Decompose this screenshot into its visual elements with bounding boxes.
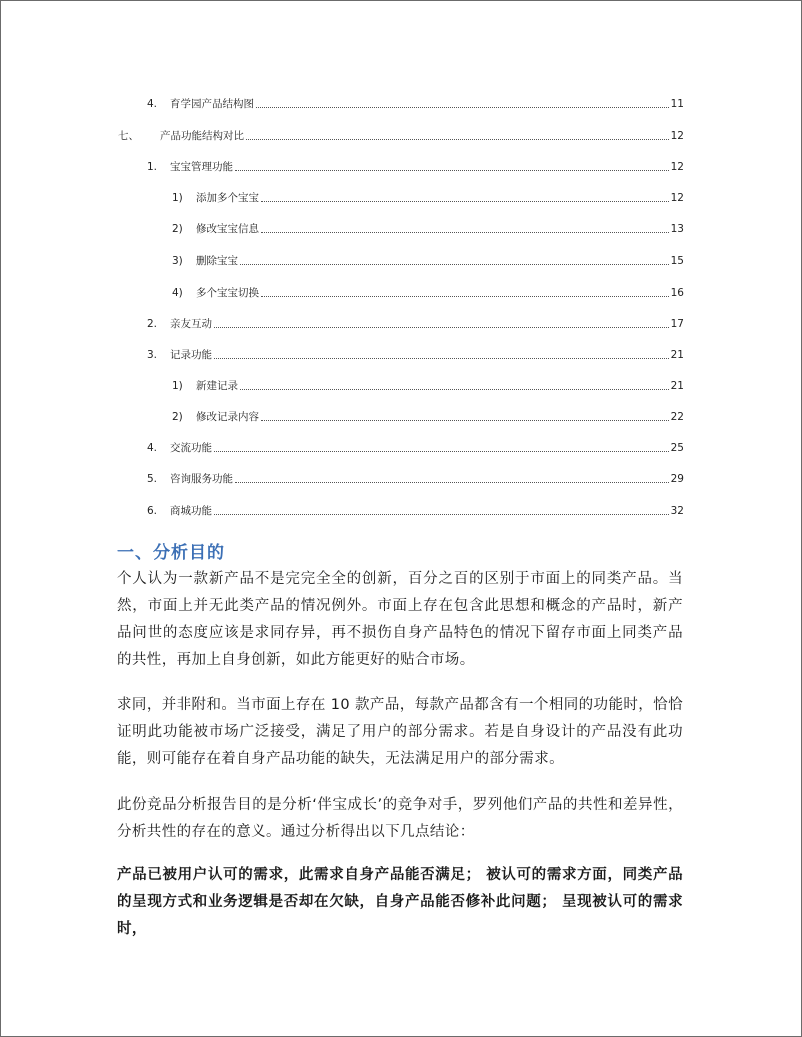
toc-entry-title: 亲友互动 xyxy=(170,318,212,330)
toc-entry-title: 新建记录 xyxy=(196,380,238,392)
toc-entry-title: 修改记录内容 xyxy=(196,411,259,423)
toc-entry-title: 删除宝宝 xyxy=(196,255,238,267)
toc-dot-leader xyxy=(214,357,669,359)
toc-entry-number: 1. xyxy=(147,161,158,173)
paragraph-3: 此份竞品分析报告目的是分析‘伴宝成长’的竞争对手，罗列他们产品的共性和差异性，分析共性的存在的意义。通过分析得出以下几点结论： xyxy=(117,797,683,840)
toc-dot-leader xyxy=(246,138,669,140)
toc-entry-title: 咨询服务功能 xyxy=(170,473,233,485)
toc-entry-title: 添加多个宝宝 xyxy=(196,192,259,204)
toc-entry-number: 5. xyxy=(147,473,158,485)
toc-entry-page: 15 xyxy=(670,255,684,267)
section-heading: 一、分析目的 xyxy=(117,543,225,563)
toc-dot-leader xyxy=(261,419,669,421)
toc-entry[interactable] xyxy=(147,315,684,331)
toc-dot-leader xyxy=(214,513,669,515)
paragraph-conclusion: 产品已被用户认可的需求，此需求自身产品能否满足； 被认可的需求方面，同类产品的呈现方式和业务逻辑是否却在欠缺，自身产品能否修补此问题； 呈现被认可的需求时， xyxy=(117,867,683,937)
toc-entry-title: 育学园产品结构图 xyxy=(170,98,254,110)
toc-entry-title: 记录功能 xyxy=(170,349,212,361)
toc-entry[interactable] xyxy=(147,439,684,455)
toc-entry-page: 11 xyxy=(670,98,684,110)
toc-entry-page: 12 xyxy=(670,192,684,204)
toc-entry-title: 交流功能 xyxy=(170,442,212,454)
toc-entry-number: 3. xyxy=(147,349,158,361)
toc-entry-number: 1) xyxy=(172,192,183,204)
toc-entry[interactable] xyxy=(118,127,684,143)
toc-entry-page: 21 xyxy=(670,380,684,392)
toc-entry-number: 2. xyxy=(147,318,158,330)
toc-entry-page: 13 xyxy=(670,223,684,235)
toc-entry[interactable] xyxy=(172,377,684,393)
toc-entry-page: 29 xyxy=(670,473,684,485)
toc-entry[interactable] xyxy=(172,408,684,424)
toc-entry-number: 4) xyxy=(172,287,183,299)
toc-entry-number: 3) xyxy=(172,255,183,267)
paragraph-2: 求同，并非附和。当市面上存在 10 款产品，每款产品都含有一个相同的功能时，恰恰证明此功能被市场广泛接受，满足了用户的部分需求。若是自身设计的产品没有此功能，则可能存在着自身产品功能的缺失，无法满足用户的部分需求。 xyxy=(117,697,683,767)
toc-entry-number: 4. xyxy=(147,98,158,110)
toc-entry[interactable] xyxy=(172,252,684,268)
toc-entry-page: 32 xyxy=(670,505,684,517)
toc-entry[interactable] xyxy=(147,470,684,486)
toc-entry-page: 17 xyxy=(670,318,684,330)
toc-entry-title: 多个宝宝切换 xyxy=(196,287,259,299)
toc-dot-leader xyxy=(240,388,669,390)
toc-entry[interactable] xyxy=(147,502,684,518)
toc-entry[interactable] xyxy=(147,346,684,362)
toc-dot-leader xyxy=(214,450,669,452)
toc-entry[interactable] xyxy=(172,220,684,236)
toc-entry-page: 12 xyxy=(670,130,684,142)
toc-dot-leader xyxy=(256,106,669,108)
toc-entry[interactable] xyxy=(147,95,684,111)
toc-entry-title: 产品功能结构对比 xyxy=(160,130,244,142)
toc-dot-leader xyxy=(235,481,669,483)
toc-entry-number: 七、 xyxy=(118,130,139,142)
toc-dot-leader xyxy=(235,169,669,171)
toc-entry-number: 4. xyxy=(147,442,158,454)
toc-entry[interactable] xyxy=(172,189,684,205)
toc-entry-page: 12 xyxy=(670,161,684,173)
toc-entry-number: 6. xyxy=(147,505,158,517)
toc-dot-leader xyxy=(214,326,669,328)
toc-dot-leader xyxy=(261,295,669,297)
toc-dot-leader xyxy=(240,263,669,265)
toc-entry-number: 2) xyxy=(172,411,183,423)
paragraph-1: 个人认为一款新产品不是完完全全的创新，百分之百的区别于市面上的同类产品。当然，市面上并无此类产品的情况例外。市面上存在包含此思想和概念的产品时，新产品问世的态度应该是求同存异，再不损伤自身产品特色的情况下留存市面上同类产品的共性，再加上自身创新，如此方能更好的贴合市场。 xyxy=(117,571,683,668)
toc-entry-page: 16 xyxy=(670,287,684,299)
toc-entry-page: 22 xyxy=(670,411,684,423)
toc-entry-title: 修改宝宝信息 xyxy=(196,223,259,235)
toc-dot-leader xyxy=(261,231,669,233)
toc-entry-title: 宝宝管理功能 xyxy=(170,161,233,173)
toc-dot-leader xyxy=(261,200,669,202)
toc-entry-number: 1) xyxy=(172,380,183,392)
toc-entry-page: 21 xyxy=(670,349,684,361)
toc-entry-title: 商城功能 xyxy=(170,505,212,517)
toc-entry[interactable] xyxy=(147,158,684,174)
toc-entry-page: 25 xyxy=(670,442,684,454)
toc-entry[interactable] xyxy=(172,284,684,300)
toc-entry-number: 2) xyxy=(172,223,183,235)
